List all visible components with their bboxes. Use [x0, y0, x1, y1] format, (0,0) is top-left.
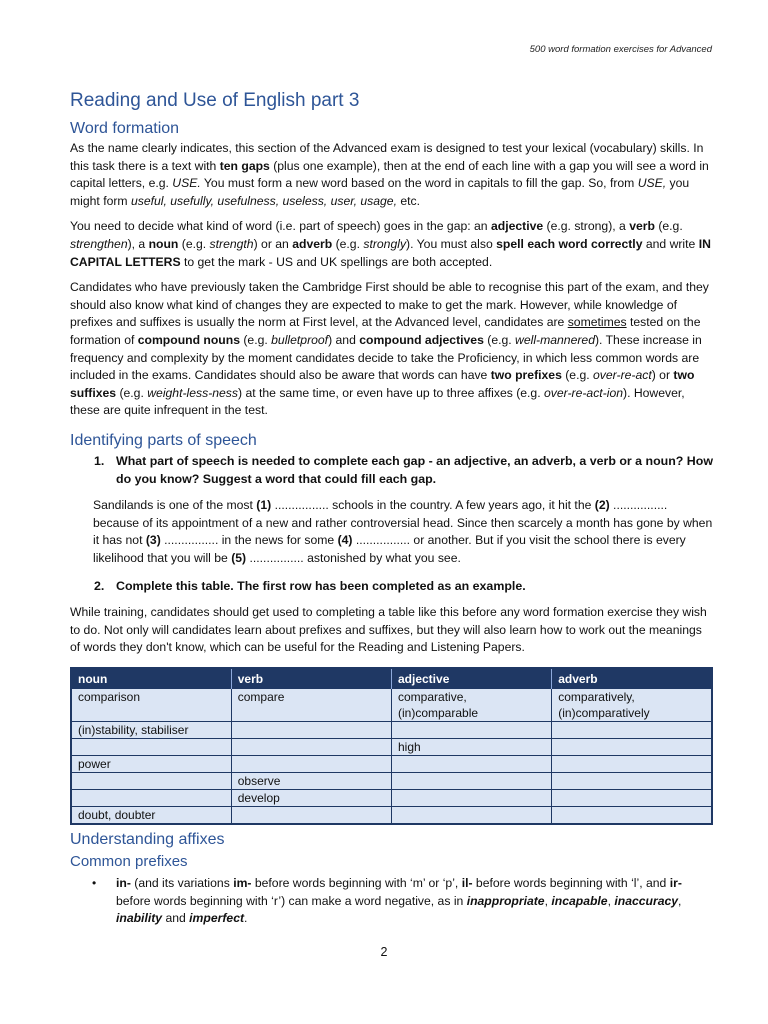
- table-header: noun: [71, 668, 231, 689]
- table-row: [71, 722, 712, 739]
- table-cell: [71, 790, 231, 807]
- table-cell: comparatively, (in)comparatively: [552, 689, 712, 722]
- list-item: • in- (and its variations im- before words beginning with ‘m’ or ‘p’, il- before words beginning with ‘l’, and ir- before words beginning with ‘r’) can make a word negative, as in inappropriate, incapable, inaccuracy, inability and imperfect.: [116, 875, 713, 928]
- question-2-text: Complete this table. The first row has been completed as an example.: [116, 579, 526, 594]
- table-cell: doubt, doubter: [71, 807, 231, 825]
- table-cell: [552, 773, 712, 790]
- table-row: [71, 773, 712, 790]
- intro-paragraph-1: As the name clearly indicates, this section of the Advanced exam is designed to test your lexical (vocabulary) skills. In this task there is a text with ten gaps (plus one example), then at the end of each line with a gap you will see a word in capital letters, e.g. USE. You must form a new word based on the word in capitals to fill the gap. So, from USE, you might form useful, usefully, usefulness, useless, user, usage, etc.: [70, 141, 709, 208]
- table-row: [71, 689, 712, 722]
- table-cell: compare: [231, 689, 391, 722]
- heading-understanding-affixes: Understanding affixes: [70, 831, 225, 849]
- table-body: [71, 689, 712, 825]
- gap-passage: Sandilands is one of the most (1) ................ schools in the country. A few years ago, it hit the (2) ................ because of its appointment of a new and rather controversial head. Since then scarcely a month has gone by when it has not (3) ................ in the news for some (4) ................ or another. But if you visit the school there is every likelihood that you will be (5) ................ astonished by what you see.: [93, 497, 713, 565]
- question-2-number: 2.: [94, 579, 105, 594]
- table-row: [71, 756, 712, 773]
- table-cell: [231, 807, 391, 825]
- training-paragraph: While training, candidates should get used to completing a table like this before any word formation exercise they wish to do. Not only will candidates learn about prefixes and suffixes, but they will also learn how to work out the meanings of words they don't know, which can be useful for the Reading and Listening Papers.: [70, 605, 707, 655]
- table-cell: comparison: [71, 689, 231, 722]
- subheading-common-prefixes: Common prefixes: [70, 853, 188, 871]
- table-cell: (in)stability, stabiliser: [71, 722, 231, 739]
- table-cell: develop: [231, 790, 391, 807]
- table-cell: [392, 773, 552, 790]
- table-cell: power: [71, 756, 231, 773]
- table-cell: [552, 722, 712, 739]
- table-header: adverb: [552, 668, 712, 689]
- table-cell: [552, 756, 712, 773]
- table-cell: [392, 722, 552, 739]
- question-1-number: 1.: [94, 453, 105, 468]
- table-row: [71, 807, 712, 825]
- question-1-text: What part of speech is needed to complete each gap - an adjective, an adverb, a verb or a noun? How do you know? Suggest a word that could fill each gap.: [116, 453, 713, 486]
- heading-word-formation: Word formation: [70, 120, 180, 137]
- page-content: [70, 88, 713, 928]
- table-row: [71, 790, 712, 807]
- table-cell: [71, 773, 231, 790]
- intro-paragraph-2: You need to decide what kind of word (i.e. part of speech) goes in the gap: an adjective (e.g. strong), a verb (e.g. strengthen), a noun (e.g. strength) or an adverb (e.g. strongly). You must also spell each word correctly and write IN CAPITAL LETTERS to get the mark - US and UK spellings are both accepted.: [70, 219, 711, 269]
- table-cell: [552, 739, 712, 756]
- table-cell: [231, 739, 391, 756]
- question-2: [94, 577, 713, 595]
- page-header: 500 word formation exercises for Advanced: [529, 44, 712, 55]
- table-header: verb: [231, 668, 391, 689]
- table-cell: high: [392, 739, 552, 756]
- table-cell: [71, 739, 231, 756]
- table-header: adjective: [392, 668, 552, 689]
- table-cell: [552, 807, 712, 825]
- table-cell: [231, 722, 391, 739]
- page-title: Reading and Use of English part 3: [70, 90, 360, 111]
- table-cell: [392, 756, 552, 773]
- intro-paragraph-3: Candidates who have previously taken the Cambridge First should be able to recognise this part of the exam, and they should also know what kind of changes they are expected to make to get the mark. However, while knowledge of prefixes and suffixes is usually the norm at First level, at the Advanced level, candidates are sometimes tested on the formation of compound nouns (e.g. bulletproof) and compound adjectives (e.g. well-mannered). These increase in frequency and complexity by the moment candidates decide to take the Proficiency, in which less common words are included in the exams. Candidates should also be aware that words can have two prefixes (e.g. over-re-act) or two suffixes (e.g. weight-less-ness) at the same time, or even have up to three affixes (e.g. over-re-act-ion). However, these are quite infrequent in the test.: [70, 280, 709, 418]
- question-1: [94, 452, 713, 488]
- table-cell: observe: [231, 773, 391, 790]
- table-header-row: [71, 668, 712, 689]
- page-number: 2: [380, 945, 388, 959]
- table-cell: [392, 807, 552, 825]
- table-cell: [231, 756, 391, 773]
- table-row: [71, 739, 712, 756]
- table-cell: [552, 790, 712, 807]
- prefix-list: [70, 875, 713, 928]
- table-cell: [392, 790, 552, 807]
- word-formation-table: [70, 667, 713, 825]
- heading-parts-of-speech: Identifying parts of speech: [70, 431, 257, 449]
- table-cell: comparative, (in)comparable: [392, 689, 552, 722]
